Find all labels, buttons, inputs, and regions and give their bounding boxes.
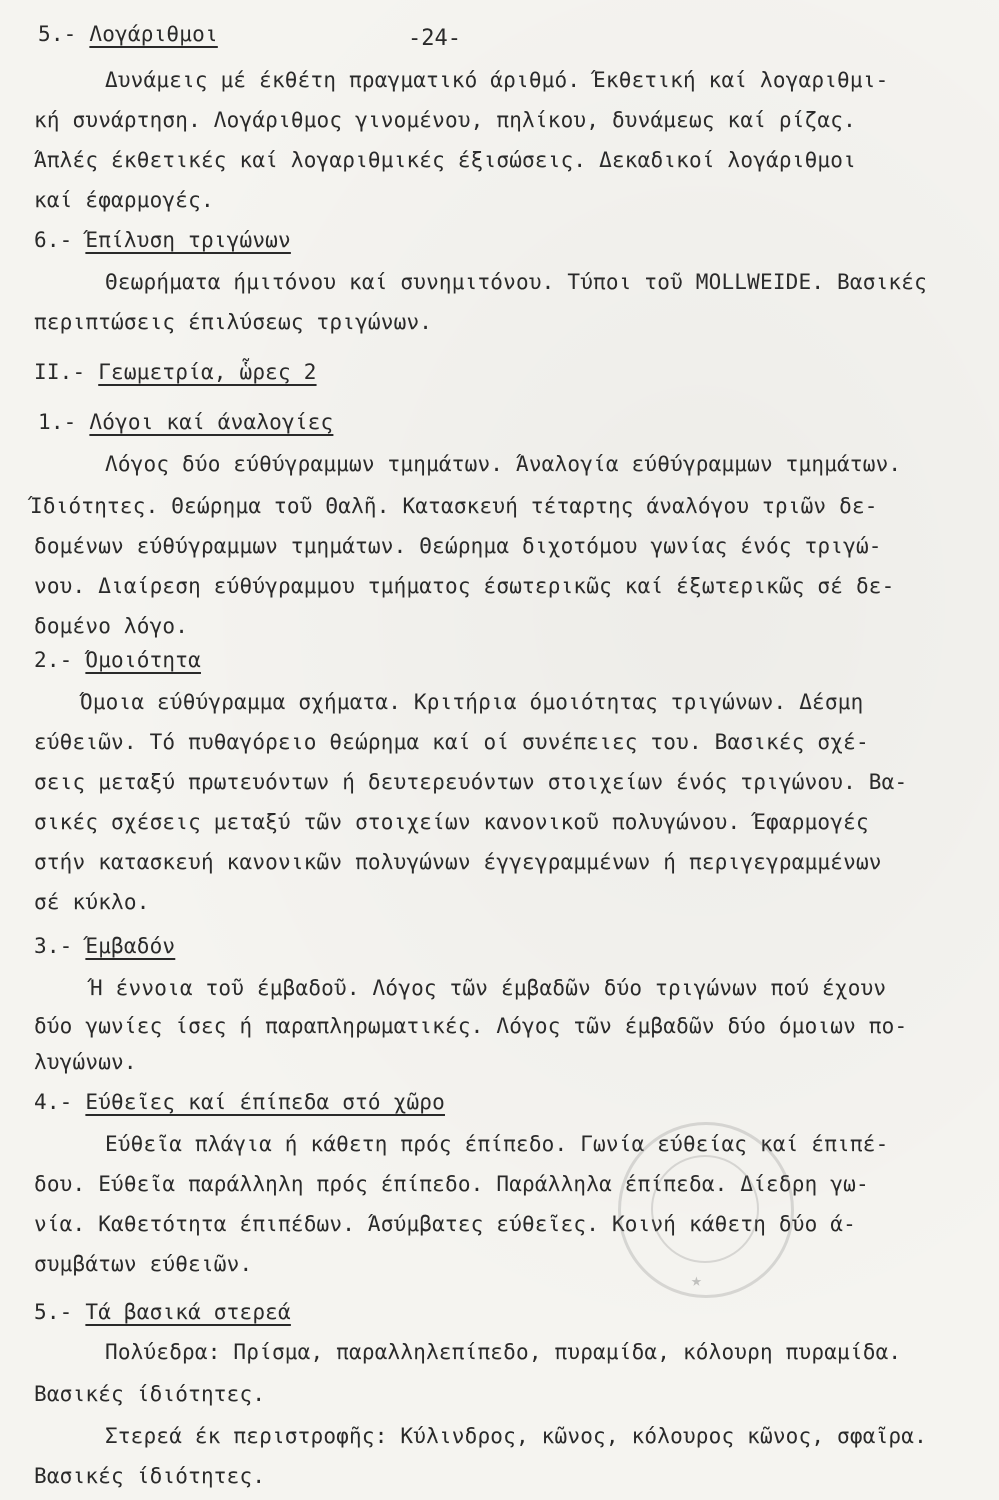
text-line: Όμοια εύθύγραμμα σχήματα. Κριτήρια όμοιότητας τριγώνων. Δέσμη (80, 690, 864, 714)
stamp-inner-ring (651, 1155, 759, 1263)
text-line: λυγώνων. (34, 1050, 137, 1074)
star-icon: ★ (691, 1270, 702, 1291)
section-heading: 4.- Εύθεῖες καί έπίπεδα στό χῶρο (34, 1090, 445, 1114)
section-heading: 5.- Τά βασικά στερεά (34, 1300, 291, 1324)
text-line: Δυνάμεις μέ έκθέτη πραγματικό άριθμό. Έκθετική καί λογαριθμι- (105, 68, 889, 92)
text-line: Στερεά έκ περιστροφῆς: Κύλινδρος, κῶνος, κόλουρος κῶνος, σφαῖρα. (105, 1424, 927, 1448)
text-line: νία. Καθετότητα έπιπέδων. Άσύμβατες εύθεῖες. Κοινή κάθετη δύο ά- (34, 1212, 856, 1236)
text-line: Πολύεδρα: Πρίσμα, παραλληλεπίπεδο, πυραμίδα, κόλουρη πυραμίδα. (105, 1340, 902, 1364)
text-line: περιπτώσεις έπιλύσεως τριγώνων. (34, 310, 433, 334)
text-line: σικές σχέσεις μεταξύ τῶν στοιχείων κανονικοῦ πολυγώνου. Έφαρμογές (34, 810, 869, 834)
text-line: κή συνάρτηση. Λογάριθμος γινομένου, πηλίκου, δυνάμεως καί ρίζας. (34, 108, 856, 132)
chapter-heading: II.- Γεωμετρία, ὧρες 2 (34, 360, 317, 384)
section-heading: 3.- Έμβαδόν (34, 934, 176, 958)
text-line: δύο γωνίες ίσες ή παραπληρωματικές. Λόγος τῶν έμβαδῶν δύο όμοιων πο- (34, 1014, 908, 1038)
text-line: Θεωρήματα ήμιτόνου καί συνημιτόνου. Τύποι τοῦ MOLLWEIDE. Βασικές (105, 270, 927, 294)
text-line: σεις μεταξύ πρωτευόντων ή δευτερευόντων στοιχείων ένός τριγώνου. Βα- (34, 770, 908, 794)
section-heading: 2.- Όμοιότητα (34, 648, 201, 672)
text-line: Βασικές ίδιότητες. (34, 1464, 266, 1488)
text-line: Βασικές ίδιότητες. (34, 1382, 266, 1406)
text-line: νου. Διαίρεση εύθύγραμμου τμήματος έσωτερικῶς καί έξωτερικῶς σέ δε- (34, 574, 895, 598)
text-line: δομένο λόγο. (34, 614, 189, 638)
text-line: Εύθεῖα πλάγια ή κάθετη πρός έπίπεδο. Γωνία εύθείας καί έπιπέ- (105, 1132, 889, 1156)
text-line: δου. Εύθεῖα παράλληλη πρός έπίπεδο. Παράλληλα έπίπεδα. Δίεδρη γω- (34, 1172, 869, 1196)
text-line: Λόγος δύο εύθύγραμμων τμημάτων. Άναλογία εύθύγραμμων τμημάτων. (105, 452, 902, 476)
section-heading: 1.- Λόγοι καί άναλογίες (38, 410, 334, 434)
text-line: Ίδιότητες. Θεώρημα τοῦ Θαλῆ. Κατασκευή τέταρτης άναλόγου τριῶν δε- (30, 494, 878, 518)
text-line: εύθειῶν. Τό πυθαγόρειο θεώρημα καί οί συνέπειες του. Βασικές σχέ- (34, 730, 869, 754)
text-line: δομένων εύθύγραμμων τμημάτων. Θεώρημα διχοτόμου γωνίας ένός τριγώ- (34, 534, 882, 558)
text-line: συμβάτων εύθειῶν. (34, 1252, 253, 1276)
text-line: σέ κύκλο. (34, 890, 150, 914)
page-number: -24- (408, 26, 461, 51)
text-line: Ή έννοια τοῦ έμβαδοῦ. Λόγος τῶν έμβαδῶν δύο τριγώνων πού έχουν (90, 976, 887, 1000)
official-stamp (618, 1122, 794, 1298)
text-line: Άπλές έκθετικές καί λογαριθμικές έξισώσεις. Δεκαδικοί λογάριθμοι (34, 148, 856, 172)
text-line: στήν κατασκευή κανονικῶν πολυγώνων έγγεγραμμένων ή περιγεγραμμένων (34, 850, 882, 874)
section-heading: 6.- Έπίλυση τριγώνων (34, 228, 291, 252)
text-line: καί έφαρμογές. (34, 188, 214, 212)
section-heading: 5.- Λογάριθμοι (38, 22, 218, 46)
